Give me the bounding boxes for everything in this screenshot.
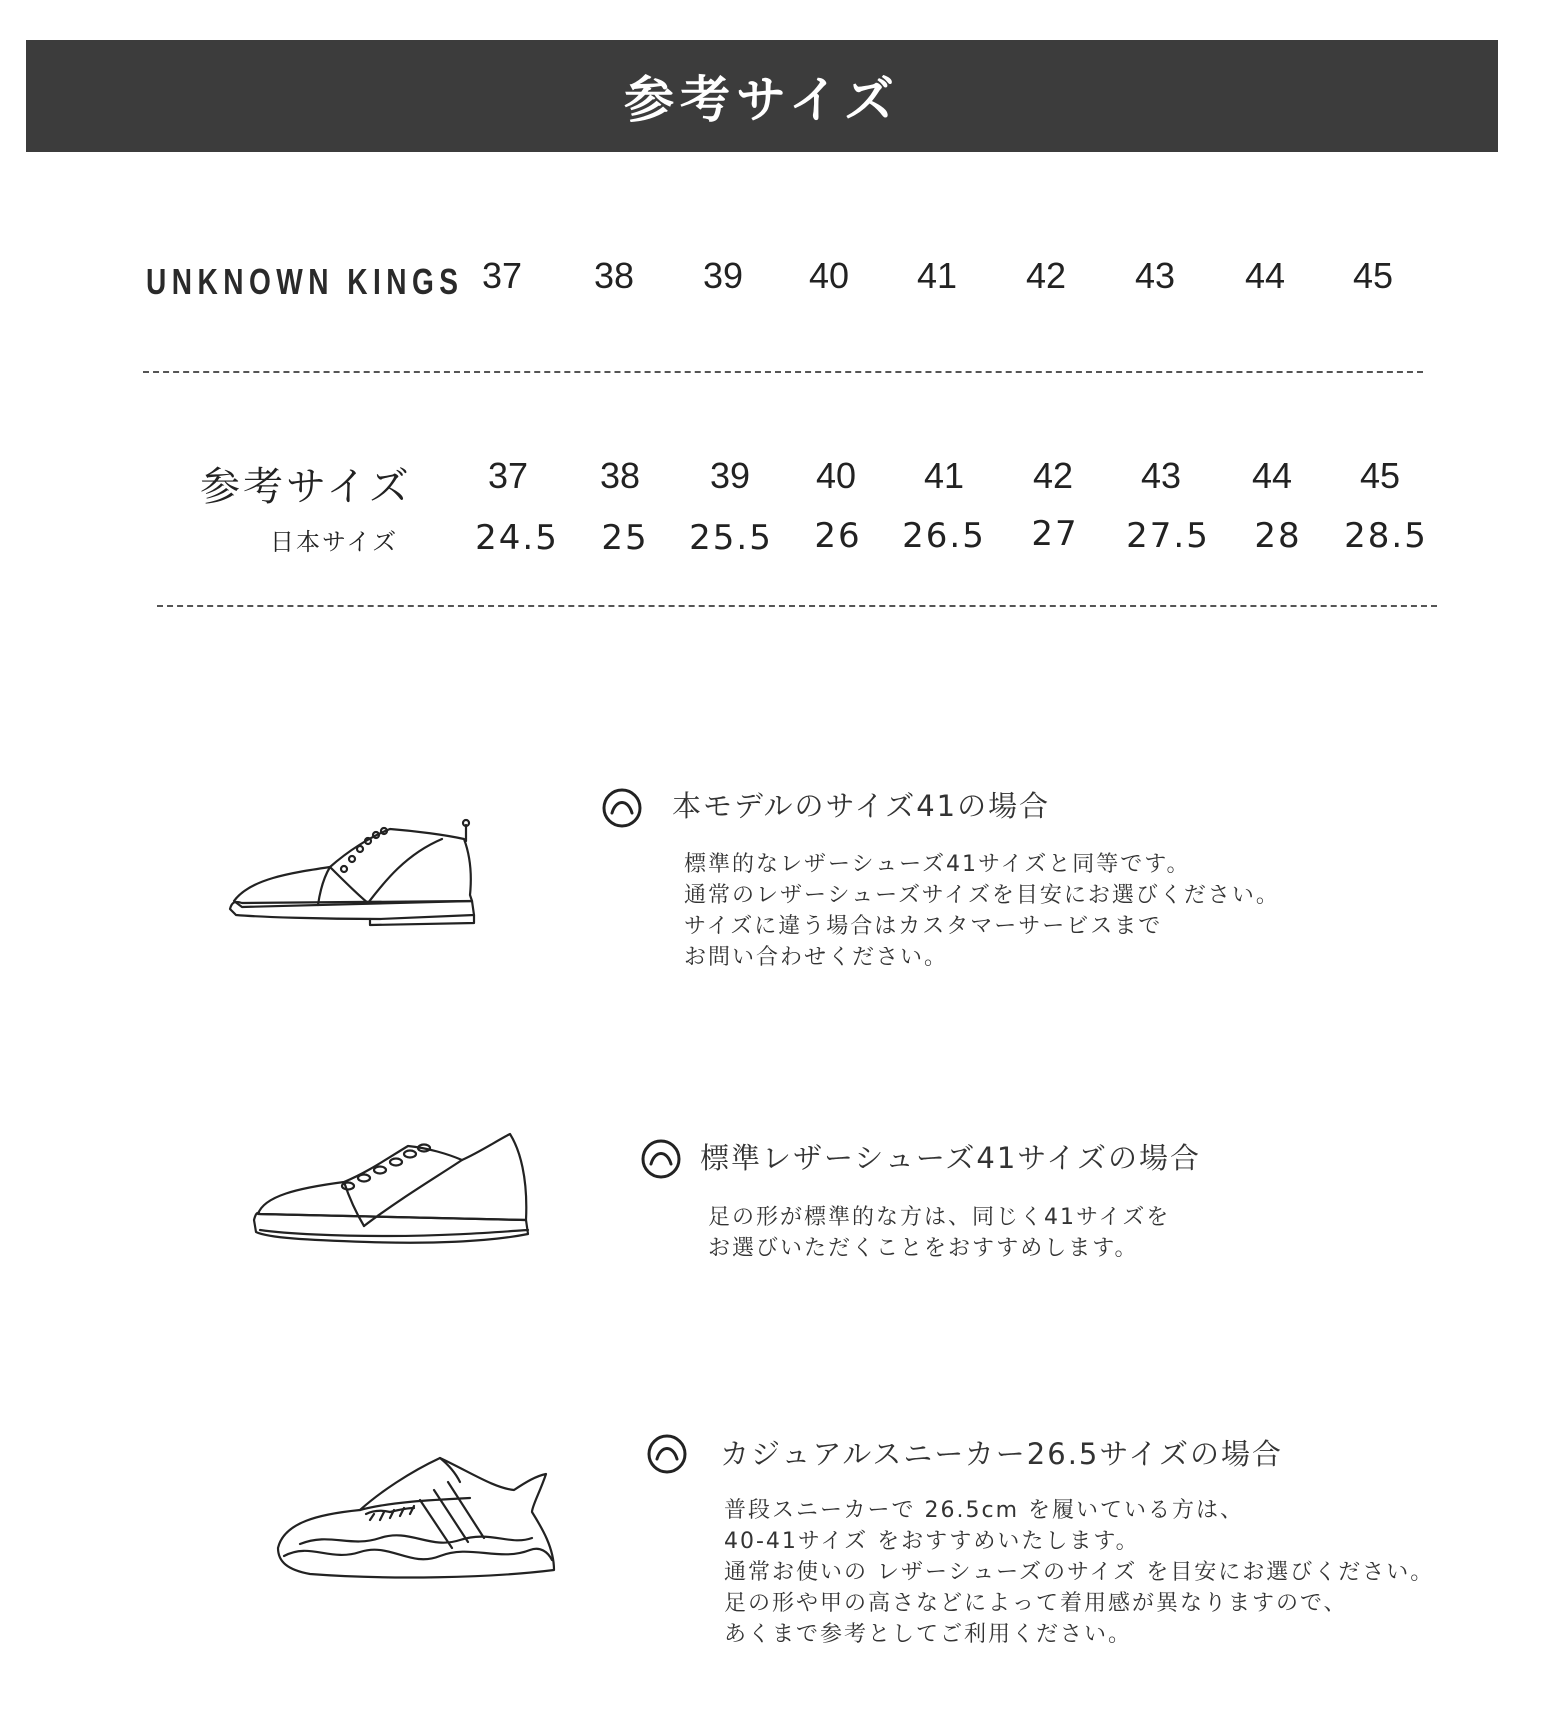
reference-size-cell: 42 <box>1032 455 1074 496</box>
japan-size-cell: 26.5 <box>902 516 986 556</box>
case-line: あくまで参考としてご利用ください。 <box>724 1622 1133 1647</box>
reference-size-cell: 41 <box>923 455 965 496</box>
case-line: サイズに違う場合はカスタマーサービスまで <box>684 914 1163 939</box>
japan-size-cell: 27 <box>1031 514 1079 554</box>
japan-size-cell: 28 <box>1254 516 1302 556</box>
brand-size-cell: 38 <box>593 255 635 296</box>
brand-size-cell: 40 <box>808 255 850 296</box>
reference-size-cell: 38 <box>599 455 641 496</box>
brand-size-cell: 39 <box>702 255 744 296</box>
brand-size-cell: 43 <box>1134 255 1176 296</box>
case-line: 40-41サイズ をおすすめいたします。 <box>724 1529 1140 1554</box>
brand-size-row <box>0 255 1557 315</box>
case-line: 通常のレザーシューズサイズを目安にお選びください。 <box>684 883 1280 908</box>
brand-size-cell: 41 <box>916 255 958 296</box>
japan-size-cell: 26 <box>814 516 862 556</box>
japan-size-cell: 25.5 <box>689 518 773 558</box>
case-title: 本モデルのサイズ41の場合 <box>672 789 1051 823</box>
dashed-divider <box>143 371 1423 373</box>
face-icon <box>601 787 643 829</box>
case-line: お選びいただくことをおすすめします。 <box>708 1236 1139 1261</box>
reference-size-cell: 37 <box>487 455 529 496</box>
leather-dress-shoe-icon <box>220 815 520 935</box>
reference-size-cell: 45 <box>1359 455 1401 496</box>
brand-size-cell: 44 <box>1244 255 1286 296</box>
case-line: 足の形が標準的な方は、同じく41サイズを <box>708 1205 1171 1230</box>
reference-size-cell: 43 <box>1140 455 1182 496</box>
case-line: 普段スニーカーで 26.5cm を履いている方は、 <box>724 1498 1245 1523</box>
case-line: 通常お使いの レザーシューズのサイズ を目安にお選びください。 <box>724 1560 1435 1585</box>
case-line: 標準的なレザーシューズ41サイズと同等です。 <box>684 852 1191 877</box>
case-title: カジュアルスニーカー26.5サイズの場合 <box>720 1437 1284 1471</box>
reference-size-label: 参考サイズ <box>200 464 412 510</box>
face-icon <box>640 1138 682 1180</box>
case-title: 標準レザーシューズ41サイズの場合 <box>700 1141 1201 1175</box>
case-line: 足の形や甲の高さなどによって着用感が異なりますので、 <box>724 1591 1348 1616</box>
japan-size-cell: 28.5 <box>1344 516 1428 556</box>
brand-size-cell: 45 <box>1352 255 1394 296</box>
japan-size-cell: 27.5 <box>1126 516 1210 556</box>
reference-size-cell: 44 <box>1251 455 1293 496</box>
leather-sneaker-icon <box>248 1130 538 1260</box>
dashed-divider <box>157 605 1437 607</box>
case-description <box>708 1202 1170 1264</box>
brand-size-cell: 42 <box>1025 255 1067 296</box>
page-title: 参考サイズ <box>624 70 900 129</box>
case-description <box>724 1495 1434 1650</box>
japan-size-cell: 25 <box>601 518 649 558</box>
reference-size-cell: 40 <box>815 455 857 496</box>
case-description <box>684 849 1280 973</box>
case-line: お問い合わせください。 <box>684 945 949 970</box>
casual-running-sneaker-icon <box>270 1452 560 1587</box>
face-icon <box>646 1433 688 1475</box>
japan-size-label: 日本サイズ <box>270 528 399 556</box>
japan-size-cell: 24.5 <box>475 518 559 558</box>
brand-name: UNKNOWN KINGS <box>146 261 464 302</box>
brand-size-cell: 37 <box>481 255 523 296</box>
title-banner <box>26 40 1498 152</box>
reference-size-cell: 39 <box>709 455 751 496</box>
